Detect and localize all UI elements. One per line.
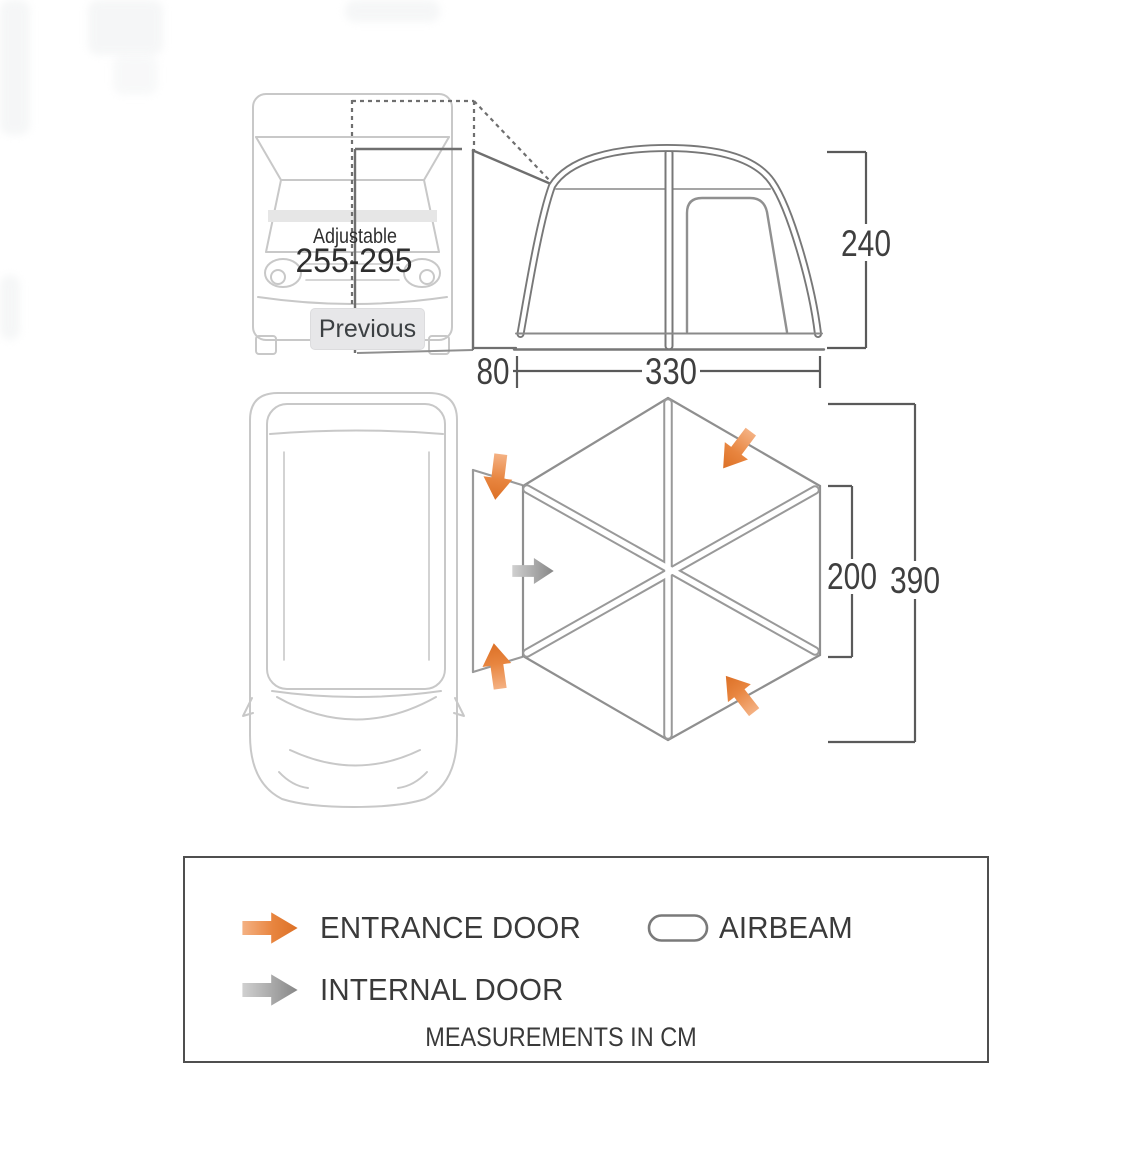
dimension-height: 240 bbox=[841, 223, 891, 264]
legend-entrance-door bbox=[242, 910, 595, 946]
dimension-inner-width: 200 bbox=[827, 556, 877, 597]
door-arrows bbox=[479, 423, 765, 721]
airbeam-pill-icon bbox=[647, 911, 711, 945]
dimension-total-depth: 390 bbox=[890, 560, 940, 601]
adjustable-label: Adjustable bbox=[313, 225, 397, 248]
dimension-width: 330 bbox=[645, 351, 697, 392]
entrance-door-arrow-icon bbox=[712, 423, 763, 477]
legend-airbeam bbox=[647, 910, 860, 946]
dimension-porch-depth: 80 bbox=[476, 351, 510, 392]
entrance-door-arrow-icon bbox=[242, 911, 300, 945]
internal-door-arrow-icon bbox=[242, 973, 300, 1007]
legend-airbeam-label: AIRBEAM bbox=[719, 910, 853, 945]
legend-measurements-note: MEASUREMENTS IN CM bbox=[425, 1022, 697, 1052]
legend-internal-door bbox=[242, 972, 576, 1008]
tent-side-view bbox=[473, 148, 824, 350]
entrance-door-arrow-icon bbox=[714, 667, 765, 721]
legend-internal-door-label: INTERNAL DOOR bbox=[320, 972, 564, 1007]
entrance-door-arrow-icon bbox=[479, 641, 514, 691]
internal-door-arrow-icon bbox=[512, 558, 553, 584]
adjustable-range-label: 255-295 bbox=[295, 242, 413, 280]
van-top-view bbox=[243, 393, 464, 807]
airbeam-tubes bbox=[527, 403, 815, 735]
entrance-door-arrow-icon bbox=[481, 452, 515, 501]
legend-entrance-door-label: ENTRANCE DOOR bbox=[320, 910, 581, 945]
previous-button[interactable]: Previous bbox=[310, 308, 425, 350]
